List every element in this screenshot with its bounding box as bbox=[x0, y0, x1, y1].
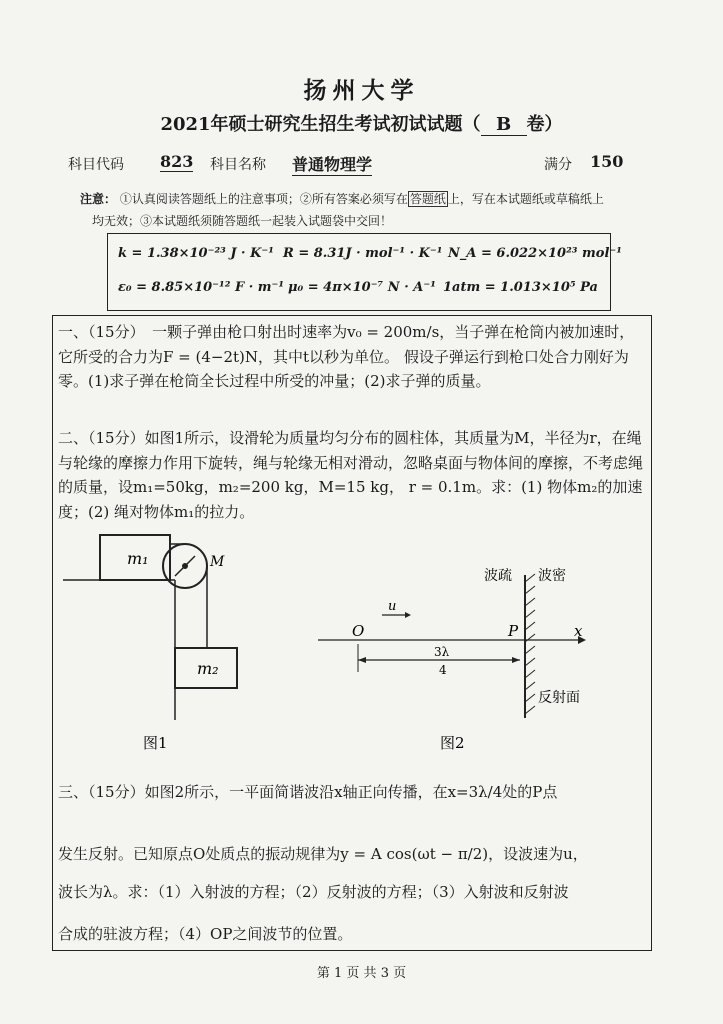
notice-line1-pre: ①认真阅读答题纸上的注意事项；②所有答案必须写在 bbox=[119, 192, 408, 206]
label-dense: 波密 bbox=[538, 568, 566, 584]
question-3-line3: 波长为λ。求：（1）入射波的方程；（2）反射波的方程；（3）入射波和反射波 bbox=[58, 883, 569, 901]
question-3-line2: 发生反射。已知原点O处质点的振动规律为y = A cos(ωt − π/2)，设波速为u， bbox=[58, 845, 588, 863]
exam-title bbox=[0, 110, 723, 136]
notice-label: 注意： bbox=[80, 192, 117, 206]
subject-code: 823 bbox=[160, 152, 194, 171]
constants-box bbox=[107, 233, 622, 311]
label-u: u bbox=[388, 599, 397, 614]
score-label: 满分 bbox=[544, 157, 572, 173]
label-m1: m₁ bbox=[127, 549, 149, 568]
label-dist-num: 3λ bbox=[434, 645, 450, 659]
exam-title-prefix: 2021年硕士研究生招生考试初试试题（ bbox=[160, 114, 481, 135]
question-1: 一、（15分） 一颗子弹由枪口射出时速率为v₀ = 200m/s，当子弹在枪筒内被加速时，它所受的合力为F = (4−2t)N，其中t以秒为单位。 假设子弹运行到枪口处合力刚好为零。(1)求子弹在枪筒全长过程中所受的冲量；(2)求子弹的质量。 bbox=[58, 323, 635, 390]
subject-name-label: 科目名称 bbox=[210, 157, 266, 173]
label-dist-den: 4 bbox=[439, 663, 447, 677]
exam-title-suffix: 卷） bbox=[526, 114, 563, 135]
label-sparse: 波疏 bbox=[484, 568, 512, 584]
label-m2: m₂ bbox=[197, 659, 219, 678]
paper-code: B bbox=[481, 114, 527, 136]
label-reflect: 反射面 bbox=[538, 690, 580, 706]
score-value: 150 bbox=[590, 152, 624, 171]
question-3-line4: 合成的驻波方程；（4）OP之间波节的位置。 bbox=[58, 925, 353, 943]
notice bbox=[80, 188, 660, 232]
wall-hatching bbox=[525, 574, 535, 714]
question-3-line1: 三、（15分）如图2所示，一平面简谐波沿x轴正向传播，在x=3λ/4处的P点 bbox=[58, 783, 558, 801]
notice-boxed-word: 答题纸 bbox=[409, 192, 446, 206]
distance-arrow-right bbox=[512, 657, 520, 663]
const-atm: 1atm = 1.013×10⁵ Pa bbox=[443, 280, 598, 295]
notice-line2: 均无效；③本试题纸须随答题纸一起装入试题袋中交回！ bbox=[92, 214, 393, 228]
figure-2-caption: 图2 bbox=[440, 734, 465, 752]
page-footer: 第 1 页 共 3 页 bbox=[316, 966, 407, 981]
pulley-spoke bbox=[175, 556, 195, 576]
figure-2 bbox=[310, 560, 630, 760]
figure-1 bbox=[55, 530, 285, 770]
subject-code-label: 科目代码 bbox=[68, 157, 124, 173]
notice-line1-post: 上，写在本试题纸或草稿纸上 bbox=[447, 192, 604, 206]
const-k: k = 1.38×10⁻²³ J · K⁻¹ bbox=[118, 246, 274, 261]
subject-name: 普通物理学 bbox=[292, 152, 372, 176]
label-O: O bbox=[352, 622, 365, 640]
label-M: M bbox=[210, 554, 225, 570]
question-2: 二、（15分）如图1所示，设滑轮为质量均匀分布的圆柱体，其质量为M，半径为r，在绳与轮缘的摩擦力作用下旋转，绳与轮缘无相对滑动，忽略桌面与物体间的摩擦，不考虑绳的质量，设m₁=50kg，m₂=200 kg，M=15 kg， r = 0.1m。求：(1) 物体m₂的加速度；(2) 绳对物体m₁的拉力。 bbox=[58, 429, 644, 521]
distance-arrow-left bbox=[358, 657, 366, 663]
const-eps0: ε₀ = 8.85×10⁻¹² F · m⁻¹ bbox=[118, 280, 285, 295]
university-title: 扬州大学 bbox=[303, 77, 420, 104]
const-NA: N_A = 6.022×10²³ mol⁻¹ bbox=[448, 246, 622, 261]
u-arrow-head bbox=[405, 612, 411, 618]
const-mu0: μ₀ = 4π×10⁻⁷ N · A⁻¹ bbox=[288, 280, 436, 295]
label-x: x bbox=[574, 622, 583, 640]
const-R: R = 8.31J · mol⁻¹ · K⁻¹ bbox=[283, 246, 443, 261]
figure-1-caption: 图1 bbox=[143, 734, 168, 752]
label-P: P bbox=[508, 622, 519, 640]
